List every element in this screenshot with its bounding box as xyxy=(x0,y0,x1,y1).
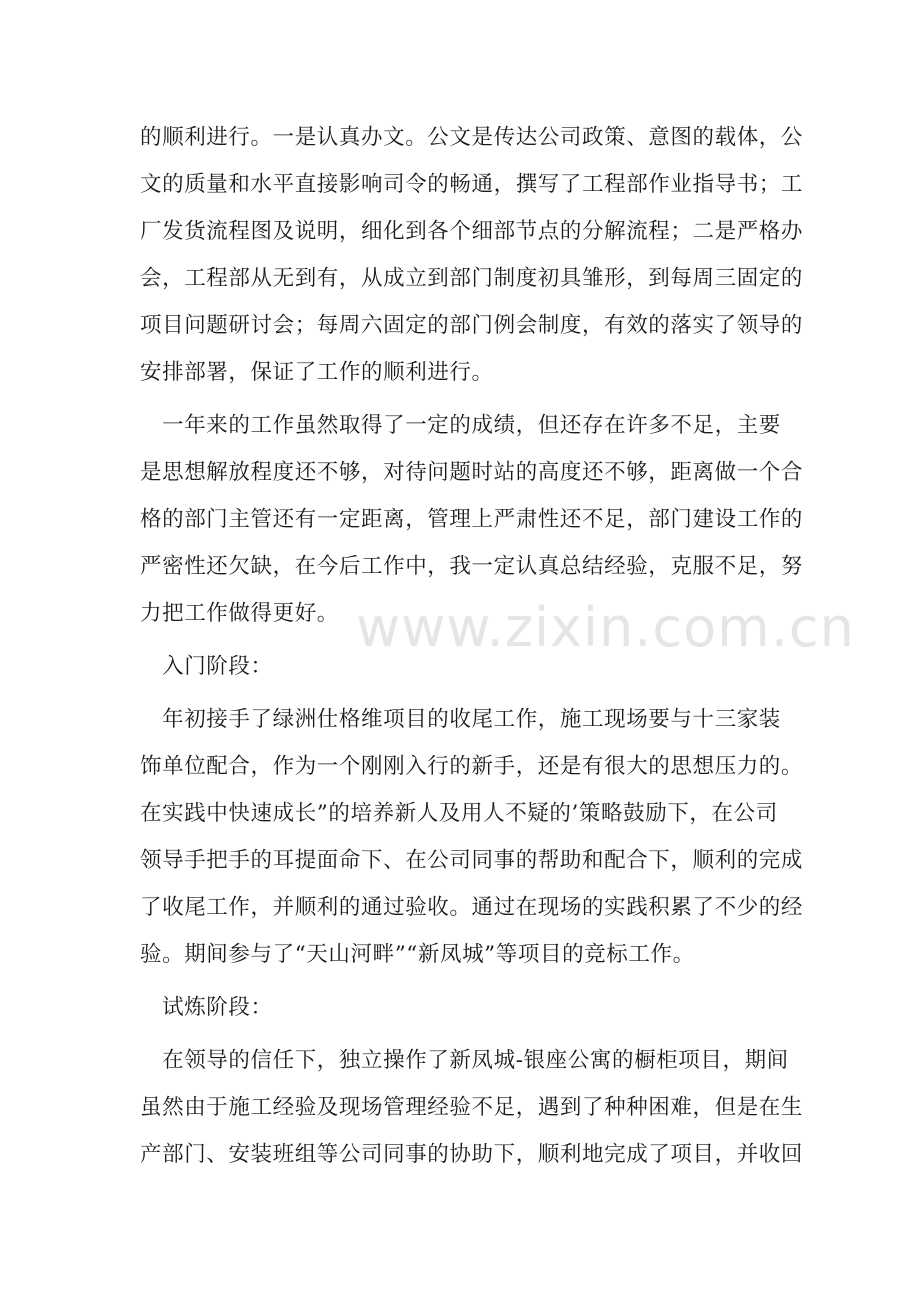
text-line: 试炼阶段： xyxy=(140,995,273,1020)
paragraph-work-progress xyxy=(140,114,804,396)
text-line: 验。期间参与了“天山河畔”“新凤城”等项目的竞标工作。 xyxy=(140,942,695,967)
paragraph-entry-stage xyxy=(140,696,804,978)
heading-trial-stage xyxy=(140,984,790,1031)
text-line: 是思想解放程度还不够，对待问题时站的高度还不够，距离做一个合 xyxy=(140,460,804,485)
paragraph-trial-stage xyxy=(140,1037,804,1178)
text-line: 在实践中快速成长”的培养新人及用人不疑的’策略鼓励下，在公司 xyxy=(140,801,778,826)
text-line: 领导手把手的耳提面命下、在公司同事的帮助和配合下，顺利的完成 xyxy=(140,848,804,873)
text-line: 项目问题研讨会；每周六固定的部门例会制度，有效的落实了领导的 xyxy=(140,313,804,338)
text-line: 年初接手了绿洲仕格维项目的收尾工作，施工现场要与十三家装 xyxy=(140,707,781,732)
text-line: 饰单位配合，作为一个刚刚入行的新手，还是有很大的思想压力的。 xyxy=(140,754,804,779)
text-line: 格的部门主管还有一定距离，管理上严肃性还不足，部门建设工作的 xyxy=(140,507,804,532)
text-line: 在领导的信任下，独立操作了新凤城-银座公寓的橱柜项目，期间 xyxy=(140,1048,789,1073)
text-line: 了收尾工作，并顺利的通过验收。通过在现场的实践积累了不少的经 xyxy=(140,895,804,920)
text-line: 的顺利进行。一是认真办文。公文是传达公司政策、意图的载体，公 xyxy=(140,125,804,150)
text-line: 厂发货流程图及说明，细化到各个细部节点的分解流程；二是严格办 xyxy=(140,219,804,244)
watermark: www.zixin.com.cn xyxy=(356,596,855,659)
text-line: 一年来的工作虽然取得了一定的成绩，但还存在许多不足，主要 xyxy=(140,413,781,438)
text-line: 安排部署，保证了工作的顺利进行。 xyxy=(140,360,494,385)
paragraph-shortcomings xyxy=(140,402,804,637)
document-body xyxy=(140,114,804,1178)
heading-entry-stage xyxy=(140,643,790,690)
text-line: 产部门、安装班组等公司同事的协助下，顺利地完成了项目，并收回 xyxy=(140,1142,804,1167)
text-line: 入门阶段： xyxy=(140,654,273,679)
text-line: 力把工作做得更好。 xyxy=(140,601,339,626)
text-line: 严密性还欠缺，在今后工作中，我一定认真总结经验，克服不足，努 xyxy=(140,554,804,579)
text-line: 虽然由于施工经验及现场管理经验不足，遇到了种种困难，但是在生 xyxy=(140,1095,804,1120)
text-line: 文的质量和水平直接影响司令的畅通，撰写了工程部作业指导书；工 xyxy=(140,172,804,197)
text-line: 会，工程部从无到有，从成立到部门制度初具雏形，到每周三固定的 xyxy=(140,266,804,291)
